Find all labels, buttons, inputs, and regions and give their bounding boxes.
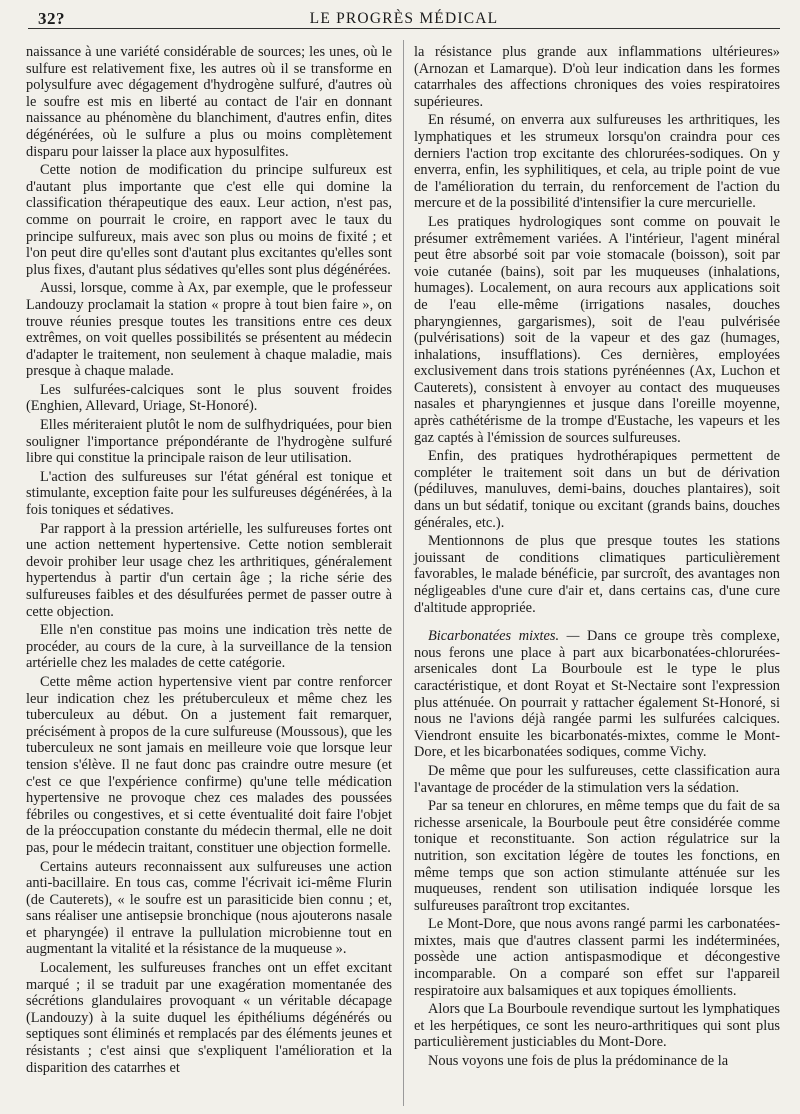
paragraph: Les pratiques hydrologiques sont comme on pouvait le présumer extrêmement variées. A l'intérieur, l'agent minéral peut être absorbé soit par voie stomacale (boisson), soit par voie cutanée (bains), soit par les muqueuses (inhalations, humages). Localement, on aura recours aux applications soit de l'eau elle-même (irrigations nasales, douches pharyngiennes, gargarismes), soit de l'eau pulvérisée (pulvérisations) soit de la vapeur et des gaz (humages, inhalations, insufflations). Ces dernières, employées exclusivement dans trois stations pyrénéennes (Ax, Luchon et Cauterets), consistent à envoyer au contact des muqueuses nasales et pharyngiennes et jusque dans l'oreille moyenne, après cathétérisme de la trompe d'Eustache, les vapeurs et les gaz captés à l'émission de sources sulfureuses. bbox=[414, 213, 780, 446]
paragraph: L'action des sulfureuses sur l'état général est tonique et stimulante, exception faite pour les sulfureuses dégénérées, à la fois toniques et sédatives. bbox=[26, 468, 392, 519]
paragraph: Cette notion de modification du principe sulfureux est d'autant plus importante que c'est elle qui domine la classification thérapeutique des eaux. Leur action, n'est pas, comme on pourrait le croire, en rapport avec le taux du principe sulfureux, mais avec son plus ou moins de fixité ; et l'on peut dire qu'elles sont d'autant plus excitantes qu'elles sont plus fixes, d'autant plus sédatives qu'elles sont plus dégénérées. bbox=[26, 162, 392, 278]
paragraph: la résistance plus grande aux inflammations ultérieures» (Arnozan et Lamarque). D'où leur indication dans les formes catarrhales des affections chroniques des voies respiratoires supérieures. bbox=[414, 44, 780, 110]
left-column bbox=[26, 44, 392, 1078]
paragraph: Enfin, des pratiques hydrothérapiques permettent de compléter le traitement soit dans un but de dérivation (pédiluves, manuluves, demi-bains, douches plantaires), soit dans un but sédatif, tonique ou excitant (grands bains, douches générales, etc.). bbox=[414, 448, 780, 531]
paragraph: Mentionnons de plus que presque toutes les stations jouissant de conditions climatiques particulièrement favorables, le malade bénéficie, par surcroît, des avantages non négligeables d'une cure d'air et, dans certains cas, d'une cure d'altitude appropriée. bbox=[414, 533, 780, 616]
paragraph: Cette même action hypertensive vient par contre renforcer leur indication chez les prétuberculeux et même chez les tuberculeux au début. On a justement fait remarquer, précisément à propos de la cure sulfureuse (Moussous), que les tuberculeux ne sont jamais en meilleure voie que lorsque leur tension s'élève. Il ne faut donc pas craindre outre mesure (et c'est ce que l'expérience confirme) qu'une telle médication hypertensive ne provoque chez ces malades des poussées fébriles ou congestives, et si cette éventualité doit faire l'objet de la préoccupation constante du médecin thermal, elle ne doit pas, pour le médecin traitant, constituer une objection formelle. bbox=[26, 673, 392, 856]
paragraph: Elles mériteraient plutôt le nom de sulfhydriquées, pour bien souligner l'importance prépondérante de l'hydrogène sulfuré libre qui constitue la principale raison de leur utilisation. bbox=[26, 417, 392, 467]
paragraph-text: Dans ce groupe très complexe, nous ferons une place à part aux bicarbonatées-chlorurées-arsenicales dont La Bourboule est le type le plus caractéristique, et dont Royat et St-Nectaire sont l'expression plus atténuée. On pourrait y rattacher également St-Honoré, si nous ne l'avions déjà rangée parmi les sulfurées calciques. Viendront ensuite les bicarbonatés-mixtes, comme le Mont-Dore, et les bicarbonatées sodiques, comme Vichy. bbox=[414, 628, 780, 761]
running-title: LE PROGRÈS MÉDICAL bbox=[309, 10, 499, 27]
page-header bbox=[28, 6, 780, 29]
paragraph: Aussi, lorsque, comme à Ax, par exemple, que le professeur Landouzy proclamait la station « propre à tout bien faire », on trouve réunies presque toutes les transitions entre ces deux extrêmes, on voit quelles possibilités se présentent au médecin d'adapter le traitement, non seulement à chaque maladie, mais presque à chaque malade. bbox=[26, 280, 392, 380]
paragraph: Nous voyons une fois de plus la prédominance de la bbox=[428, 1053, 729, 1070]
paragraph: De même que pour les sulfureuses, cette classification aura l'avantage de procéder de la stimulation vers la sédation. bbox=[414, 762, 780, 796]
section-heading: Bicarbonatées mixtes. — bbox=[428, 628, 580, 645]
paragraph: Certains auteurs reconnaissent aux sulfureuses une action anti-bacillaire. En tous cas, comme l'écrivait ici-même Flurin (de Cauterets), « le soufre est un parasiticide bien connu ; et, sans réaliser une antisepsie bronchique (nous ajouterons nasale et pharyngée) il entrave la pullulation microbienne tout en augmentant la vitalité et la résistance de la muqueuse ». bbox=[26, 858, 392, 958]
paragraph: Les sulfurées-calciques sont le plus souvent froides (Enghien, Allevard, Uriage, St-Honoré). bbox=[26, 381, 392, 415]
paragraph: naissance à une variété considérable de sources; les unes, où le sulfure est relativement fixe, les autres où il se transforme en polysulfure avec dégagement d'hydrogène sulfuré, d'autres où le soufre est mis en liberté au contact de l'air en donnant naissance au phénomène du blanchiment, d'autres enfin, dites dégénérées, où le sulfure a plus ou moins complètement disparu pour laisser la place aux hyposulfites. bbox=[26, 44, 392, 160]
paragraph: Localement, les sulfureuses franches ont un effet excitant marqué ; il se traduit par une exagération momentanée des sécrétions glandulaires provoquant « un véritable décapage (Landouzy) à la suite duquel les épithéliums dégénérés ou septiques sont éliminés et remplacés par des éléments jeunes et résistants ; c'est ainsi que s'expliquent l'amélioration et la disparition des catarrhes et bbox=[26, 960, 392, 1076]
paragraph: Elle n'en constitue pas moins une indication très nette de procéder, au cours de la cure, à la surveillance de la tension artérielle chez les malades de cette catégorie. bbox=[26, 622, 392, 672]
right-column bbox=[414, 44, 780, 1072]
paragraph: Par rapport à la pression artérielle, les sulfureuses fortes ont une action nettement hypertensive. Cette notion semblerait devoir prohiber leur usage chez les arthritiques, généralement hypertendus à partir d'un certain âge ; la riche série des sulfureuses faibles et des désulfurées permet de passer outre à cette objection. bbox=[26, 520, 392, 620]
paragraph: Alors que La Bourboule revendique surtout les lymphatiques et les herpétiques, ce sont les neuro-arthritiques qui sont plus particulièrement justiciables du Mont-Dore. bbox=[414, 1001, 780, 1051]
column-divider bbox=[403, 40, 404, 1106]
page-number: 32? bbox=[38, 9, 65, 28]
paragraph: Le Mont-Dore, que nous avons rangé parmi les carbonatées-mixtes, mais que d'autres classent parmi les indéterminées, possède une action antispasmodique et décongestive incomparable. On a comparé son effet sur l'appareil respiratoire aux balsamiques et aux topiques émollients. bbox=[414, 916, 780, 999]
paragraph: Par sa teneur en chlorures, en même temps que du fait de sa richesse arsenicale, la Bourboule peut être considérée comme tonique et reconstituante. Son action régulatrice sur la nutrition, son excitation légère de toutes les fonctions, en même temps que son action stimulante atténuée sur les muqueuses, rendent son utilisation indiquée lorsque les sulfureuses paraîtront trop excitantes. bbox=[414, 798, 780, 914]
section-paragraph bbox=[414, 628, 780, 761]
paragraph: En résumé, on enverra aux sulfureuses les arthritiques, les lymphatiques et les strumeux lorsqu'on craindra pour ces derniers l'action trop excitante des chlorurées-sodiques. On y enverra, enfin, les syphilitiques, et cela, au triple point de vue de l'amélioration du terrain, du renforcement de l'action du mercure et de la possibilité d'intensifier la cure mercurielle. bbox=[414, 112, 780, 212]
